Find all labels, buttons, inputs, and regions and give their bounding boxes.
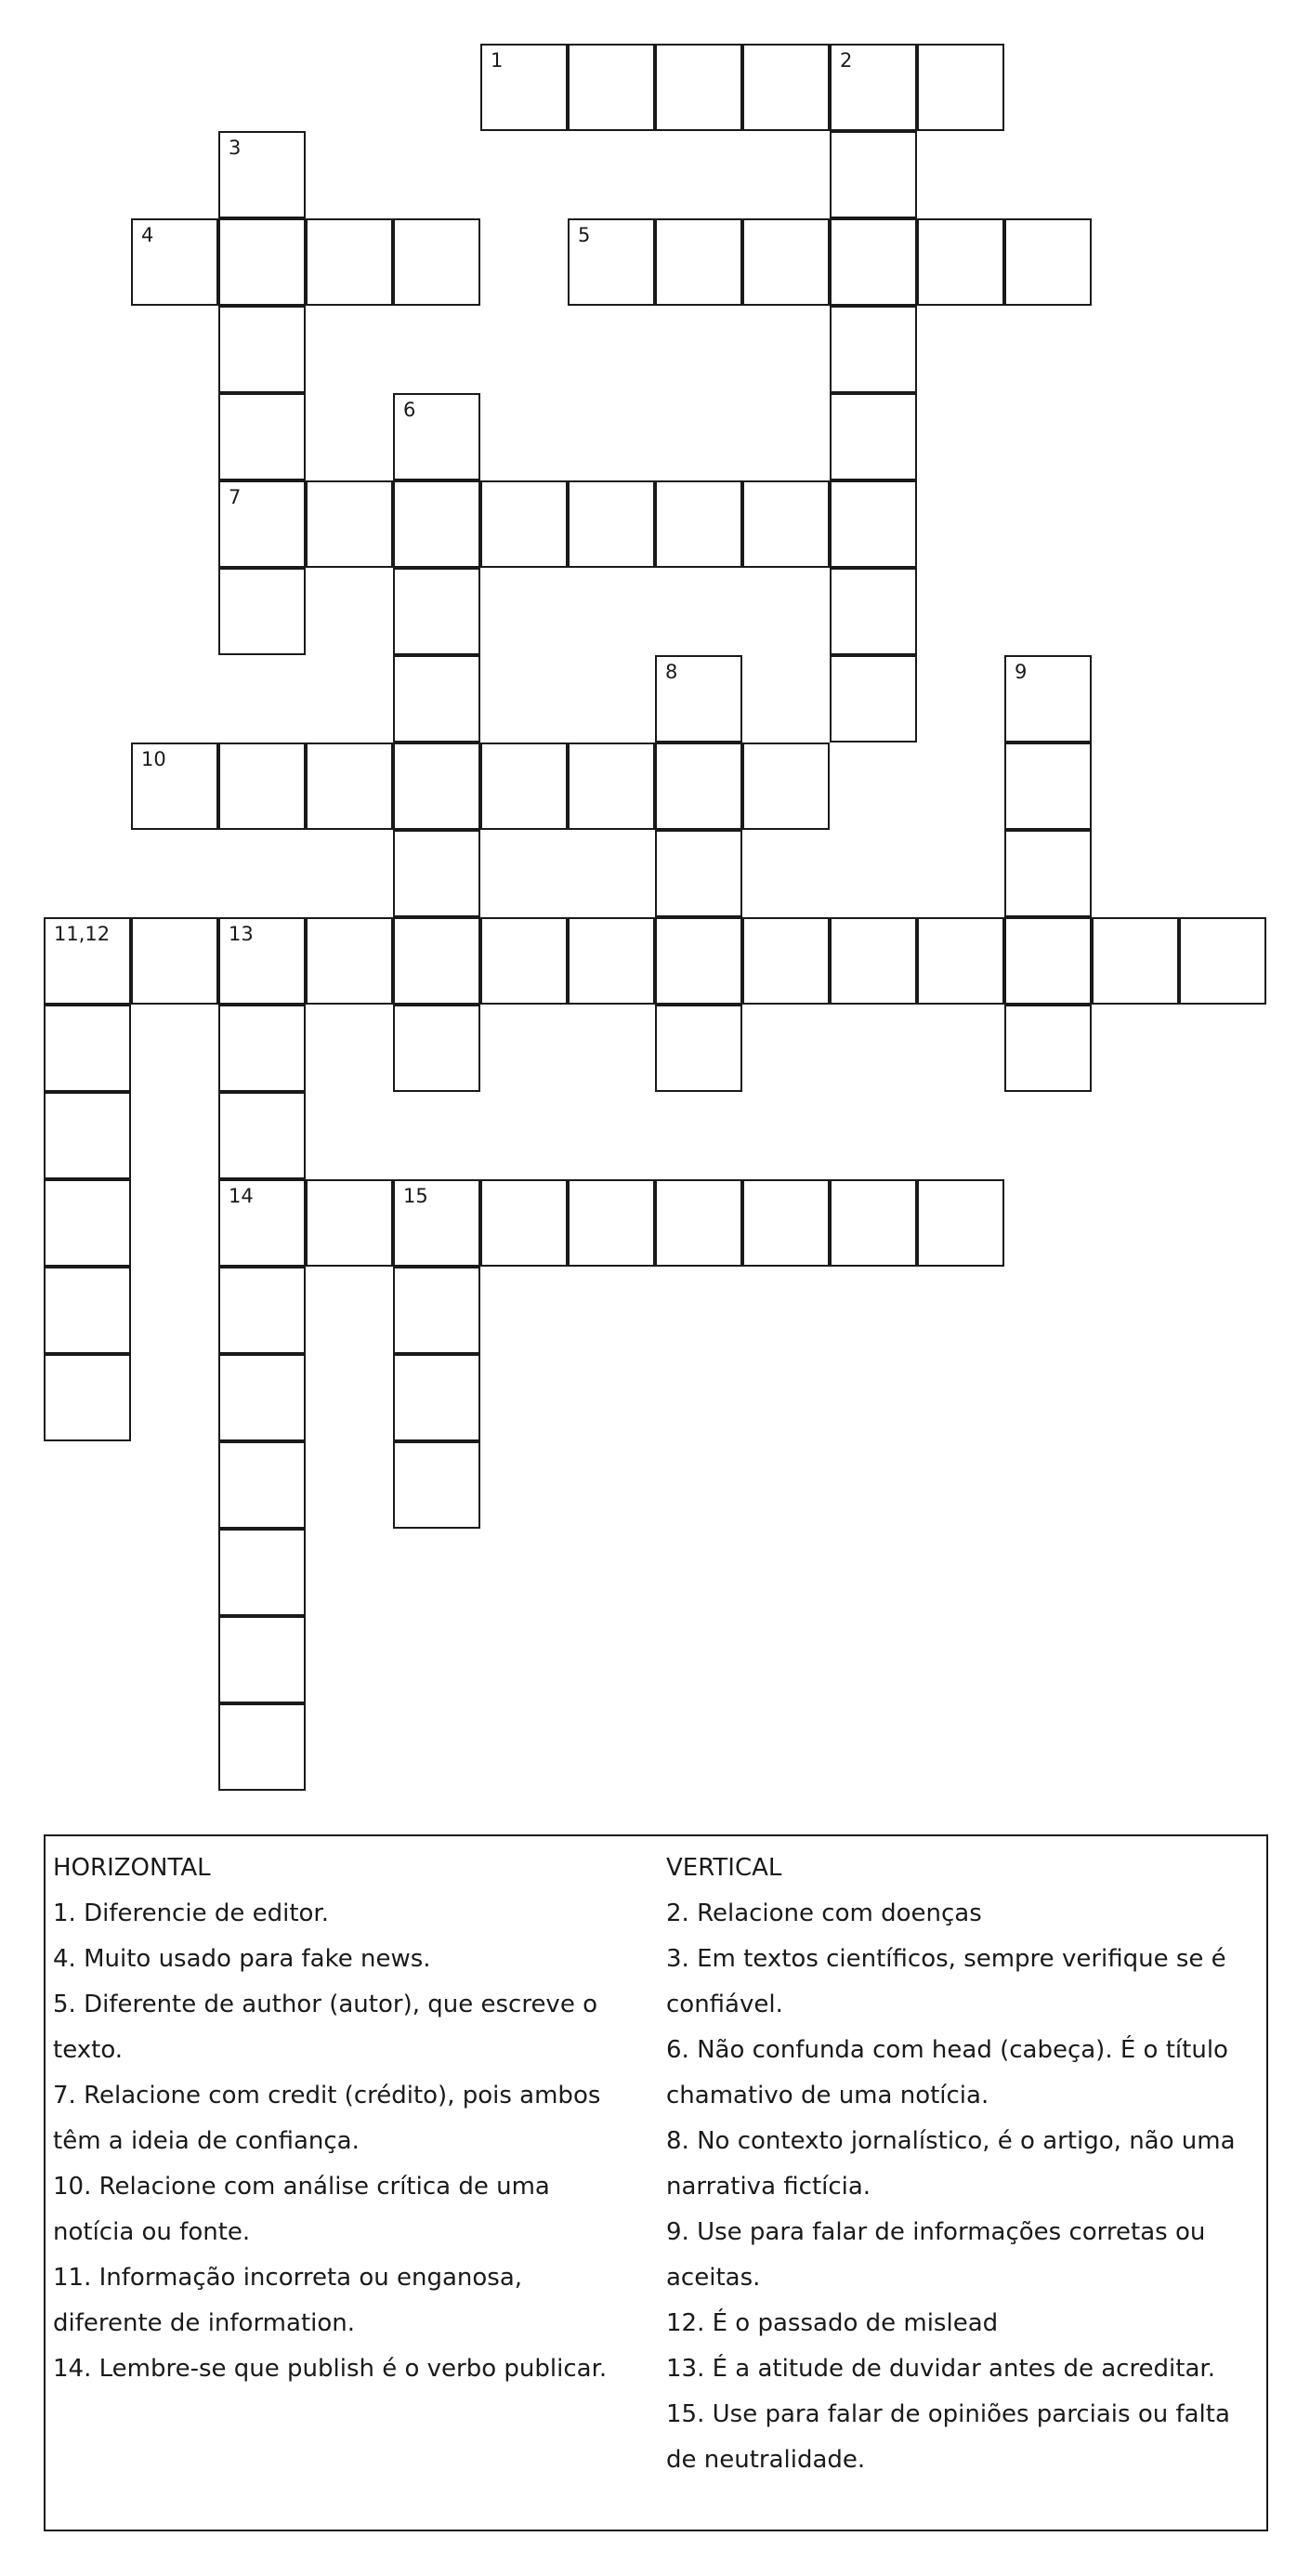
- crossword-cell[interactable]: [655, 218, 742, 306]
- crossword-cell[interactable]: [830, 917, 917, 1005]
- crossword-cell[interactable]: [393, 1441, 480, 1529]
- crossword-cell[interactable]: [655, 1005, 742, 1092]
- clue-line: 13. É a atitude de duvidar antes de acreditar.: [666, 2355, 1215, 2383]
- clue-line: 14. Lembre-se que publish é o verbo publicar.: [53, 2355, 608, 2383]
- crossword-cell[interactable]: [306, 917, 393, 1005]
- crossword-cell[interactable]: [655, 655, 742, 743]
- crossword-cell[interactable]: [742, 44, 830, 131]
- clue-line: 9. Use para falar de informações corretas ou: [666, 2218, 1206, 2246]
- crossword-cell[interactable]: [655, 44, 742, 131]
- crossword-cell[interactable]: [218, 568, 306, 655]
- crossword-cell[interactable]: [917, 218, 1004, 306]
- crossword-cell[interactable]: [1004, 218, 1092, 306]
- clue-number: 11,12: [54, 923, 111, 945]
- crossword-cell[interactable]: [218, 480, 306, 568]
- crossword-cell[interactable]: [917, 917, 1004, 1005]
- crossword-cell[interactable]: [830, 480, 917, 568]
- crossword-cell[interactable]: [1092, 917, 1179, 1005]
- crossword-cell[interactable]: [218, 1529, 306, 1616]
- crossword-cell[interactable]: [393, 917, 480, 1005]
- crossword-cell[interactable]: [306, 480, 393, 568]
- crossword-cell[interactable]: [480, 480, 568, 568]
- crossword-cell[interactable]: [1004, 655, 1092, 743]
- clue-number: 4: [141, 224, 154, 246]
- clue-number: 3: [229, 137, 242, 159]
- crossword-cell[interactable]: [393, 1179, 480, 1267]
- crossword-cell[interactable]: [218, 131, 306, 218]
- crossword-cell[interactable]: [218, 306, 306, 393]
- clue-number: 8: [665, 661, 678, 683]
- crossword-cell[interactable]: [568, 480, 655, 568]
- crossword-cell[interactable]: [393, 743, 480, 830]
- crossword-cell[interactable]: [917, 1179, 1004, 1267]
- crossword-cell[interactable]: [218, 917, 306, 1005]
- vertical-clues: [666, 1846, 1261, 2483]
- horizontal-heading: HORIZONTAL: [53, 1854, 211, 1882]
- clue-line: notícia ou fonte.: [53, 2218, 251, 2246]
- crossword-cell[interactable]: [44, 1354, 131, 1441]
- crossword-cell[interactable]: [393, 1005, 480, 1092]
- crossword-cell[interactable]: [568, 1179, 655, 1267]
- crossword-cell[interactable]: [830, 306, 917, 393]
- clue-line: 6. Não confunda com head (cabeça). É o título: [666, 2036, 1228, 2064]
- clue-line: diferente de information.: [53, 2309, 356, 2337]
- clue-line: texto.: [53, 2036, 124, 2064]
- crossword-cell[interactable]: [655, 743, 742, 830]
- crossword-cell[interactable]: [306, 1179, 393, 1267]
- crossword-cell[interactable]: [742, 1179, 830, 1267]
- crossword-cell[interactable]: [393, 1267, 480, 1354]
- crossword-cell[interactable]: [393, 655, 480, 743]
- crossword-cell[interactable]: [830, 218, 917, 306]
- crossword-cell[interactable]: [218, 1267, 306, 1354]
- clue-number: 9: [1015, 661, 1028, 683]
- crossword-cell[interactable]: [393, 830, 480, 917]
- clue-line: 7. Relacione com credit (crédito), pois ambos: [53, 2082, 601, 2109]
- crossword-cell[interactable]: [44, 1267, 131, 1354]
- crossword-cell[interactable]: [306, 743, 393, 830]
- crossword-cell[interactable]: [655, 480, 742, 568]
- crossword-cell[interactable]: [131, 917, 218, 1005]
- crossword-cell[interactable]: [830, 655, 917, 743]
- crossword-cell[interactable]: [568, 44, 655, 131]
- crossword-cell[interactable]: [917, 44, 1004, 131]
- crossword-cell[interactable]: [1179, 917, 1266, 1005]
- crossword-cell[interactable]: [218, 1354, 306, 1441]
- clue-number: 2: [840, 49, 853, 72]
- clue-number: 14: [229, 1185, 254, 1207]
- crossword-cell[interactable]: [393, 393, 480, 480]
- crossword-cell[interactable]: [393, 218, 480, 306]
- clue-line: têm a ideia de confiança.: [53, 2127, 360, 2155]
- crossword-cell[interactable]: [218, 743, 306, 830]
- crossword-cell[interactable]: [218, 1616, 306, 1703]
- crossword-cell[interactable]: [655, 830, 742, 917]
- crossword-cell[interactable]: [218, 1005, 306, 1092]
- horizontal-clues: [53, 1846, 648, 2392]
- clue-line: aceitas.: [666, 2264, 761, 2292]
- clue-line: 4. Muito usado para fake news.: [53, 1945, 431, 1973]
- clue-line: confiável.: [666, 1991, 783, 2018]
- crossword-cell[interactable]: [568, 743, 655, 830]
- clue-line: narrativa fictícia.: [666, 2173, 871, 2201]
- crossword-cell[interactable]: [218, 393, 306, 480]
- crossword-cell[interactable]: [568, 218, 655, 306]
- clue-line: 8. No contexto jornalístico, é o artigo, não uma: [666, 2127, 1236, 2155]
- crossword-cell[interactable]: [131, 743, 218, 830]
- crossword-cell[interactable]: [1004, 743, 1092, 830]
- crossword-cell[interactable]: [568, 917, 655, 1005]
- crossword-cell[interactable]: [218, 1179, 306, 1267]
- clue-line: chamativo de uma notícia.: [666, 2082, 989, 2109]
- crossword-cell[interactable]: [131, 218, 218, 306]
- crossword-cell[interactable]: [830, 44, 917, 131]
- crossword-cell[interactable]: [742, 917, 830, 1005]
- crossword-cell[interactable]: [830, 1179, 917, 1267]
- crossword-cell[interactable]: [830, 568, 917, 655]
- crossword-cell[interactable]: [218, 218, 306, 306]
- clues-box: [44, 1834, 1268, 2531]
- crossword-cell[interactable]: [830, 131, 917, 218]
- clue-number: 13: [229, 923, 254, 945]
- crossword-cell[interactable]: [742, 480, 830, 568]
- vertical-heading: VERTICAL: [666, 1854, 782, 1882]
- clue-line: 15. Use para falar de opiniões parciais ou falta: [666, 2400, 1230, 2428]
- crossword-cell[interactable]: [830, 393, 917, 480]
- crossword-cell[interactable]: [742, 218, 830, 306]
- clue-number: 10: [141, 748, 166, 770]
- clue-number: 6: [403, 399, 416, 421]
- crossword-cell[interactable]: [218, 1441, 306, 1529]
- crossword-cell[interactable]: [393, 480, 480, 568]
- clue-line: 5. Diferente de author (autor), que escreve o: [53, 1991, 597, 2018]
- crossword-cell[interactable]: [655, 1179, 742, 1267]
- crossword-cell[interactable]: [480, 44, 568, 131]
- crossword-cell[interactable]: [480, 1179, 568, 1267]
- clue-number: 15: [403, 1185, 428, 1207]
- crossword-cell[interactable]: [742, 743, 830, 830]
- clue-number: 7: [229, 486, 242, 508]
- crossword-cell[interactable]: [44, 1005, 131, 1092]
- clue-line: 3. Em textos científicos, sempre verifique se é: [666, 1945, 1226, 1973]
- crossword-cell[interactable]: [655, 917, 742, 1005]
- crossword-cell[interactable]: [1004, 830, 1092, 917]
- crossword-cell[interactable]: [218, 1703, 306, 1791]
- clue-line: 1. Diferencie de editor.: [53, 1899, 329, 1927]
- crossword-cell[interactable]: [44, 1179, 131, 1267]
- clue-number: 5: [578, 224, 591, 246]
- clue-number: 1: [491, 49, 504, 72]
- crossword-cell[interactable]: [306, 218, 393, 306]
- crossword-cell[interactable]: [393, 1354, 480, 1441]
- crossword-cell[interactable]: [44, 917, 131, 1005]
- clue-line: 2. Relacione com doenças: [666, 1899, 982, 1927]
- crossword-cell[interactable]: [480, 917, 568, 1005]
- crossword-cell[interactable]: [1004, 1005, 1092, 1092]
- crossword-cell[interactable]: [44, 1092, 131, 1179]
- clue-line: de neutralidade.: [666, 2446, 866, 2474]
- crossword-cell[interactable]: [480, 743, 568, 830]
- clue-line: 12. É o passado de mislead: [666, 2309, 999, 2337]
- clue-line: 10. Relacione com análise crítica de uma: [53, 2173, 550, 2201]
- crossword-cell[interactable]: [218, 1092, 306, 1179]
- crossword-cell[interactable]: [393, 568, 480, 655]
- clue-line: 11. Informação incorreta ou enganosa,: [53, 2264, 523, 2292]
- crossword-cell[interactable]: [1004, 917, 1092, 1005]
